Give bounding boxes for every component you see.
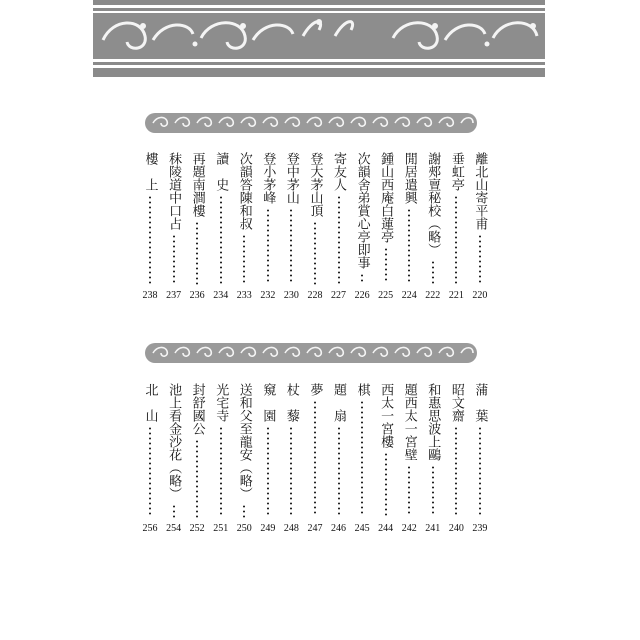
toc-entry[interactable] xyxy=(399,152,419,302)
ornamental-divider-band xyxy=(145,343,477,363)
toc-entry-page-number: 228 xyxy=(307,290,323,301)
toc-entry-page-number: 222 xyxy=(425,290,441,301)
dot-leader xyxy=(455,195,457,285)
dot-leader xyxy=(455,426,457,516)
toc-entry[interactable] xyxy=(352,152,372,302)
toc-entry-title: 蒲 葉 xyxy=(472,383,488,422)
toc-entry-page-number: 249 xyxy=(260,523,276,534)
toc-entry-title: 寄友人 xyxy=(331,152,346,191)
toc-entry-page-number: 233 xyxy=(236,290,252,301)
dot-leader xyxy=(479,426,481,516)
toc-entry-page-number: 251 xyxy=(213,523,229,534)
toc-entry[interactable] xyxy=(329,383,349,535)
toc-entry-title: 杖 藜 xyxy=(283,383,299,422)
dot-leader xyxy=(173,504,175,519)
toc-entry-page-number: 241 xyxy=(425,523,441,534)
toc-entry-page-number: 250 xyxy=(236,523,252,534)
toc-entry-title: 謝郟亶秘校（略） xyxy=(425,152,441,256)
dot-leader xyxy=(243,504,245,519)
toc-entry-page-number: 240 xyxy=(448,523,464,534)
dot-leader xyxy=(361,273,363,283)
dot-leader xyxy=(408,465,410,515)
toc-entry-page-number: 224 xyxy=(401,290,417,301)
dot-leader xyxy=(314,400,316,515)
toc-entry-page-number: 225 xyxy=(378,290,394,301)
toc-entry[interactable] xyxy=(211,383,231,535)
toc-entry-page-number: 227 xyxy=(331,290,346,301)
toc-entry-title: 次韻答陳和叔 xyxy=(236,152,252,230)
dot-leader xyxy=(149,426,151,516)
toc-entry-page-number: 245 xyxy=(354,523,370,534)
dot-leader xyxy=(267,208,269,283)
toc-entry-page-number: 230 xyxy=(283,290,299,301)
toc-entry-page-number: 221 xyxy=(448,290,464,301)
toc-entry[interactable] xyxy=(234,152,254,302)
toc-entry[interactable] xyxy=(281,152,301,302)
dot-leader xyxy=(173,234,175,284)
toc-entry-title: 登大茅山頂 xyxy=(307,152,323,217)
dot-leader xyxy=(290,426,292,516)
toc-entry[interactable] xyxy=(211,152,231,302)
dot-leader xyxy=(196,439,198,519)
toc-entry[interactable] xyxy=(140,152,160,302)
toc-entry[interactable] xyxy=(258,383,278,535)
toc-entry[interactable] xyxy=(164,383,184,535)
dot-leader xyxy=(338,426,340,516)
toc-entry-title: 讀 史 xyxy=(213,152,229,191)
dot-leader xyxy=(196,221,198,286)
toc-entry[interactable] xyxy=(399,383,419,535)
toc-entry-title: 垂虹亭 xyxy=(448,152,464,191)
toc-entry-title: 昭文齋 xyxy=(448,383,464,422)
toc-entry[interactable] xyxy=(234,383,254,535)
toc-entry-title: 西太一宮樓 xyxy=(378,383,394,448)
dot-leader xyxy=(385,452,387,517)
toc-section-1 xyxy=(140,152,490,302)
toc-entry-title: 再題南澗樓 xyxy=(189,152,205,217)
dot-leader xyxy=(408,208,410,283)
dot-leader xyxy=(314,221,316,286)
toc-entry-title: 北 山 xyxy=(142,383,158,422)
toc-entry-title: 登中茅山 xyxy=(283,152,299,204)
toc-entry-title: 鍾山西庵白蓮亭 xyxy=(378,152,394,243)
dot-leader xyxy=(267,426,269,516)
dot-leader xyxy=(243,234,245,284)
decorative-scroll-banner xyxy=(93,0,545,78)
toc-entry-page-number: 220 xyxy=(472,290,488,301)
toc-entry[interactable] xyxy=(470,383,490,535)
toc-entry-page-number: 248 xyxy=(283,523,299,534)
toc-entry[interactable] xyxy=(164,152,184,302)
toc-section-2 xyxy=(140,383,490,535)
toc-entry-title: 樓 上 xyxy=(142,152,158,191)
toc-entry[interactable] xyxy=(329,152,349,302)
dot-leader xyxy=(432,260,434,285)
toc-entry[interactable] xyxy=(305,383,325,535)
toc-entry-title: 閒居遣興 xyxy=(401,152,417,204)
toc-entry[interactable] xyxy=(187,383,207,535)
dot-leader xyxy=(149,195,151,285)
toc-entry-title: 池上看金沙花（略） xyxy=(166,383,182,500)
toc-entry-page-number: 247 xyxy=(307,523,323,534)
toc-entry[interactable] xyxy=(305,152,325,302)
toc-entry-page-number: 232 xyxy=(260,290,276,301)
toc-entry-title: 離北山寄平甫 xyxy=(472,152,488,230)
toc-entry-title: 題 扇 xyxy=(331,383,346,422)
toc-entry-page-number: 237 xyxy=(166,290,182,301)
ornamental-divider-band xyxy=(145,113,477,133)
toc-entry-title: 秣陵道中口占 xyxy=(166,152,182,230)
toc-entry-title: 次韻舍弟賞心亭即事 xyxy=(354,152,370,269)
toc-entry-page-number: 252 xyxy=(189,523,205,534)
toc-entry-page-number: 239 xyxy=(472,523,488,534)
toc-entry[interactable] xyxy=(352,383,372,535)
toc-entry-page-number: 246 xyxy=(331,523,346,534)
toc-entry-page-number: 254 xyxy=(166,523,182,534)
toc-entry-title: 夢 xyxy=(307,383,323,396)
toc-entry-page-number: 238 xyxy=(142,290,158,301)
toc-entry[interactable] xyxy=(258,152,278,302)
dot-leader xyxy=(220,426,222,516)
toc-entry-page-number: 244 xyxy=(378,523,394,534)
toc-entry-title: 窺 園 xyxy=(260,383,276,422)
toc-entry-title: 題西太一宮壁 xyxy=(401,383,417,461)
toc-entry[interactable] xyxy=(446,383,466,535)
toc-entry-title: 和惠思波上鷗 xyxy=(425,383,441,461)
dot-leader xyxy=(479,234,481,284)
toc-entry-page-number: 236 xyxy=(189,290,205,301)
toc-entry[interactable] xyxy=(281,383,301,535)
toc-entry[interactable] xyxy=(470,152,490,302)
toc-entry-page-number: 234 xyxy=(213,290,229,301)
toc-entry[interactable] xyxy=(140,383,160,535)
toc-entry[interactable] xyxy=(423,152,443,302)
dot-leader xyxy=(290,208,292,283)
toc-entry[interactable] xyxy=(376,383,396,535)
toc-entry-title: 光宅寺 xyxy=(213,383,229,422)
toc-entry-title: 棋 xyxy=(354,383,370,396)
dot-leader xyxy=(338,195,340,285)
toc-entry[interactable] xyxy=(446,152,466,302)
dot-leader xyxy=(361,400,363,515)
dot-leader xyxy=(432,465,434,515)
toc-entry-title: 送和父至龍安（略） xyxy=(236,383,252,500)
toc-entry-page-number: 242 xyxy=(401,523,417,534)
toc-entry-title: 封舒國公 xyxy=(189,383,205,435)
toc-entry-page-number: 256 xyxy=(142,523,158,534)
toc-entry-page-number: 226 xyxy=(354,290,370,301)
toc-entry[interactable] xyxy=(187,152,207,302)
toc-entry[interactable] xyxy=(423,383,443,535)
dot-leader xyxy=(385,247,387,282)
toc-entry[interactable] xyxy=(376,152,396,302)
dot-leader xyxy=(220,195,222,285)
toc-entry-title: 登小茅峰 xyxy=(260,152,276,204)
